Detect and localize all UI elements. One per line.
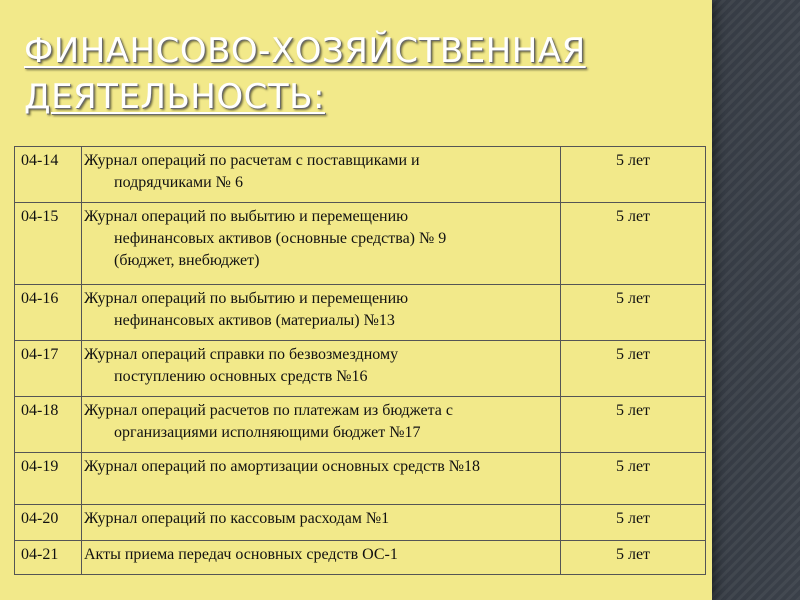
description-line: Журнал операций расчетов по платежам из бюджета с xyxy=(84,402,453,419)
description-line: Журнал операций по выбытию и перемещению xyxy=(84,208,409,225)
table-row xyxy=(15,505,706,541)
description-line: Журнал операций по кассовым расходам №1 xyxy=(84,510,390,527)
cell-retention-term: 5 лет xyxy=(561,285,706,341)
title-line-2: ДЕЯТЕЛЬНОСТЬ: xyxy=(24,77,325,117)
cell-code: 04-17 xyxy=(15,341,82,397)
cell-code: 04-19 xyxy=(15,453,82,505)
description-line: организациями исполняющими бюджет №17 xyxy=(114,424,421,441)
background-stripes xyxy=(712,0,800,600)
cell-retention-term: 5 лет xyxy=(561,147,706,203)
cell-code: 04-14 xyxy=(15,147,82,203)
cell-description xyxy=(82,341,561,397)
cell-description xyxy=(82,397,561,453)
cell-description xyxy=(82,203,561,285)
cell-code: 04-18 xyxy=(15,397,82,453)
description-line: Журнал операций по амортизации основных средств №18 xyxy=(84,458,481,475)
cell-retention-term: 5 лет xyxy=(561,541,706,575)
cell-code: 04-15 xyxy=(15,203,82,285)
cell-description xyxy=(82,147,561,203)
cell-retention-term: 5 лет xyxy=(561,453,706,505)
table-row xyxy=(15,541,706,575)
cell-description xyxy=(82,505,561,541)
description-line: нефинансовых активов (основные средства) № 9 xyxy=(114,230,447,247)
cell-code: 04-16 xyxy=(15,285,82,341)
table-row xyxy=(15,203,706,285)
cell-description xyxy=(82,453,561,505)
description-line: Журнал операций по выбытию и перемещению xyxy=(84,290,409,307)
records-table xyxy=(14,146,706,575)
cell-retention-term: 5 лет xyxy=(561,203,706,285)
description-line: подрядчиками № 6 xyxy=(114,174,243,191)
cell-retention-term: 5 лет xyxy=(561,505,706,541)
description-line: Акты приема передач основных средств ОС-1 xyxy=(84,546,398,563)
description-line: поступлению основных средств №16 xyxy=(114,368,368,385)
page-title xyxy=(24,28,694,120)
cell-code: 04-21 xyxy=(15,541,82,575)
cell-code: 04-20 xyxy=(15,505,82,541)
table-row xyxy=(15,341,706,397)
table-row xyxy=(15,453,706,505)
description-line: (бюджет, внебюджет) xyxy=(114,252,260,269)
description-line: Журнал операций справки по безвозмездному xyxy=(84,346,399,363)
cell-retention-term: 5 лет xyxy=(561,341,706,397)
title-line-1: ФИНАНСОВО-ХОЗЯЙСТВЕННАЯ xyxy=(24,31,586,71)
description-line: Журнал операций по расчетам с поставщиками и xyxy=(84,152,420,169)
cell-retention-term: 5 лет xyxy=(561,397,706,453)
table-row xyxy=(15,147,706,203)
cell-description xyxy=(82,541,561,575)
cell-description xyxy=(82,285,561,341)
records-table-body xyxy=(15,147,706,575)
description-line: нефинансовых активов (материалы) №13 xyxy=(114,312,395,329)
table-row xyxy=(15,285,706,341)
table-row xyxy=(15,397,706,453)
